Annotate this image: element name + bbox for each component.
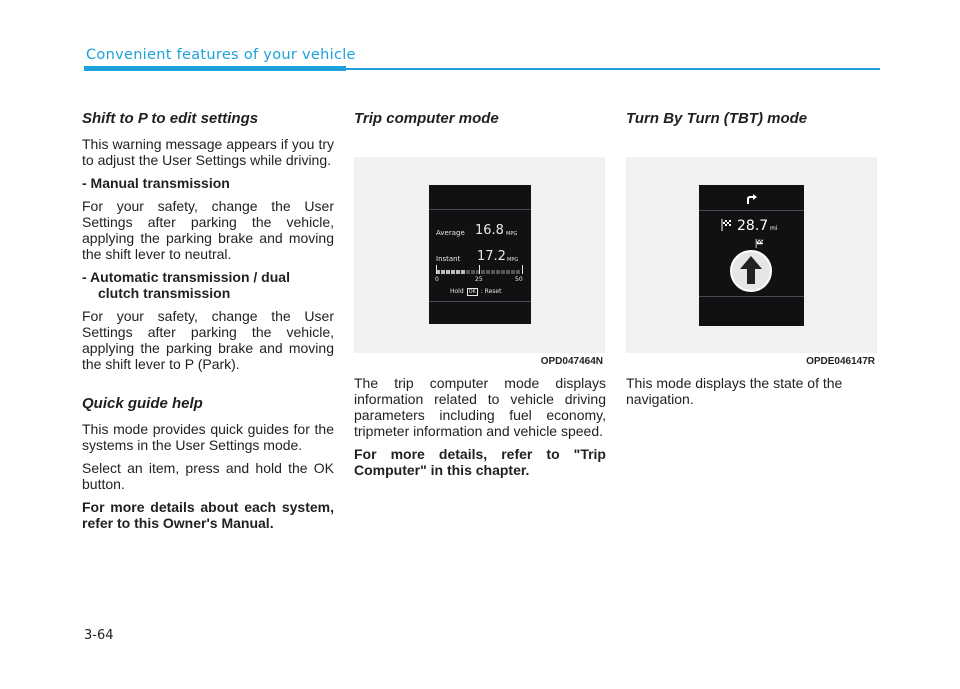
gauge-segment <box>511 270 515 274</box>
paragraph-more-details: For more details about each system, refer to this Owner's Manual. <box>82 499 334 531</box>
gauge-segment <box>491 270 495 274</box>
paragraph-trip-reference: For more details, refer to "Trip Computer" in this chapter. <box>354 446 606 478</box>
gauge-segment <box>461 270 465 274</box>
column-right <box>626 110 878 414</box>
gauge-max-label: 50 <box>515 276 523 283</box>
instant-value: 17.2 <box>477 249 506 264</box>
turn-right-arrow-icon <box>745 193 759 205</box>
gauge-segment <box>441 270 445 274</box>
heading-tbt: Turn By Turn (TBT) mode <box>626 110 808 127</box>
subheading-automatic: - Automatic transmission / dual clutch transmission <box>82 269 290 301</box>
subheading-manual: - Manual transmission <box>82 175 230 191</box>
destination-flag-icon <box>755 239 764 248</box>
instant-label: Instant <box>436 255 461 263</box>
average-unit: MPG <box>506 231 518 237</box>
paragraph-manual: For your safety, change the User Settings after parking the vehicle, applying the parking brake and moving the shift lever to neutral. <box>82 198 334 262</box>
figure-code: OPDE046147R <box>806 356 875 367</box>
heading-trip-computer: Trip computer mode <box>354 110 499 127</box>
column-left <box>82 110 334 538</box>
paragraph-warning: This warning message appears if you try to adjust the User Settings while driving. <box>82 136 334 168</box>
paragraph-automatic: For your safety, change the User Settings after parking the vehicle, applying the parking brake and moving the shift lever to P (Park). <box>82 308 334 372</box>
page-number: 3-64 <box>84 628 114 643</box>
trip-computer-screen <box>429 185 531 324</box>
gauge-segment <box>456 270 460 274</box>
gauge-segment <box>516 270 520 274</box>
gauge-min-label: 0 <box>435 276 439 283</box>
heading-quick-guide: Quick guide help <box>82 395 203 412</box>
straight-arrow-icon <box>729 249 773 293</box>
gauge-segment <box>446 270 450 274</box>
tbt-figure <box>626 157 877 367</box>
trip-computer-figure <box>354 157 605 367</box>
average-label: Average <box>436 229 465 237</box>
checkered-flag-icon <box>721 219 732 231</box>
average-value: 16.8 <box>475 223 504 238</box>
gauge-segment <box>506 270 510 274</box>
tbt-screen <box>699 185 804 326</box>
paragraph-trip-computer: The trip computer mode displays information related to vehicle driving parameters including fuel economy, tripmeter information and vehicle speed. <box>354 375 606 439</box>
gauge-segment <box>481 270 485 274</box>
figure-code: OPD047464N <box>540 356 603 367</box>
gauge-segment <box>501 270 505 274</box>
gauge-segment <box>451 270 455 274</box>
tbt-unit: mi <box>770 225 778 232</box>
reset-hint <box>450 288 501 296</box>
paragraph-quick-guide: This mode provides quick guides for the systems in the User Settings mode. <box>82 421 334 453</box>
gauge-mid-label: 25 <box>475 276 483 283</box>
column-middle <box>354 110 606 485</box>
gauge-segment <box>466 270 470 274</box>
heading-shift-to-p: Shift to P to edit settings <box>82 110 259 127</box>
tbt-distance: 28.7 <box>737 218 769 234</box>
header-bar <box>84 66 346 71</box>
ok-button-icon: OK <box>468 289 476 295</box>
header-rule <box>346 68 880 70</box>
reset-label: : Reset <box>480 288 502 295</box>
paragraph-select-item: Select an item, press and hold the OK button. <box>82 460 334 492</box>
hold-label: Hold <box>450 288 464 295</box>
gauge-segment <box>496 270 500 274</box>
instant-unit: MPG <box>507 257 519 263</box>
gauge-segment <box>471 270 475 274</box>
paragraph-tbt: This mode displays the state of the navigation. <box>626 375 843 407</box>
gauge-segment <box>486 270 490 274</box>
section-header-title: Convenient features of your vehicle <box>86 47 356 63</box>
